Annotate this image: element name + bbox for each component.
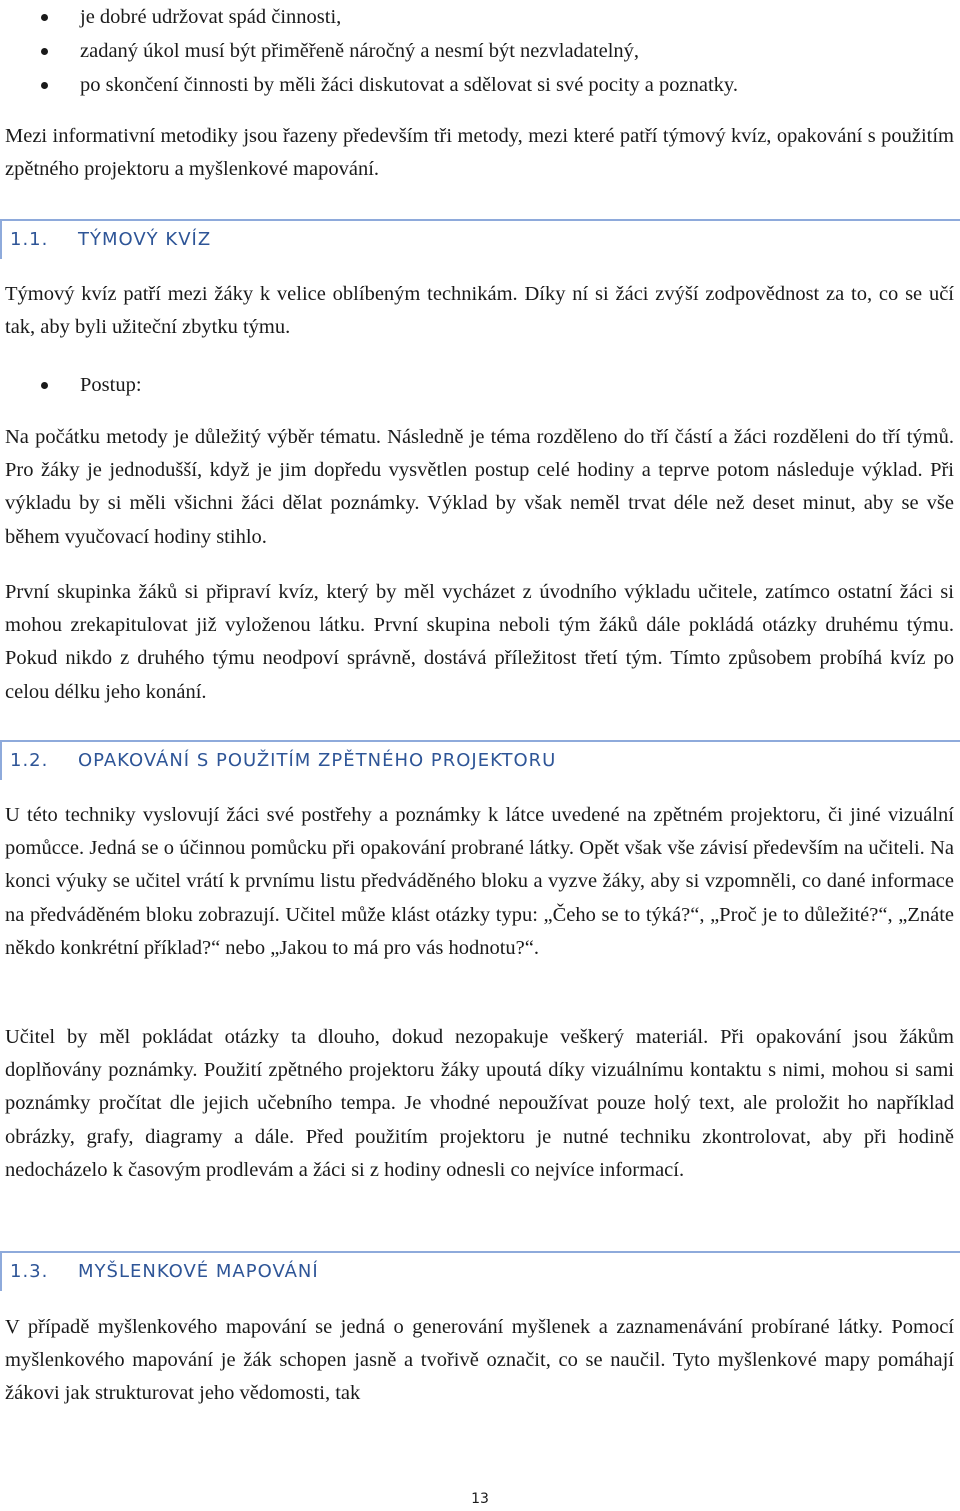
intro-paragraph: Mezi informativní metodiky jsou řazeny především tři metody, mezi které patří týmový kvíz, opakování s použitím zpětného projektoru a myšlenkové mapování. bbox=[5, 125, 954, 181]
paragraph: Týmový kvíz patří mezi žáky k velice oblíbeným technikám. Díky ní si žáci zvýší zodpovědnost za to, co se učí tak, aby byli užiteční zbytku týmu. bbox=[5, 283, 954, 339]
bullet-list bbox=[0, 0, 960, 102]
heading-accent-bar bbox=[0, 742, 2, 780]
paragraph: Učitel by měl pokládat otázky ta dlouho, dokud nezopakuje veškerý materiál. Při opakování jsou žákům doplňovány poznámky. Použití zpětného projektoru žáky upoutá díky vizuálnímu kontaktu s nimi, mohou si sami poznámky pročítat dle jejich učebního tempa. Je vhodné nepoužívat pouze holý text, ale proložit ho například obrázky, grafy, diagramy a dále. Před použitím projektoru je nutné techniku zkontrolovat, aby při hodině nedocházelo k časovým prodlevám a žáci si z hodiny odnesli co nejvíce informací. bbox=[5, 1026, 954, 1181]
bullet-icon bbox=[41, 14, 48, 21]
list-item-text: po skončení činnosti by měli žáci diskutovat a sdělovat si své pocity a poznatky. bbox=[80, 74, 738, 96]
heading-number: 1.3. bbox=[10, 1261, 49, 1282]
bullet-icon bbox=[41, 48, 48, 55]
heading-accent-bar bbox=[0, 221, 2, 259]
list-item bbox=[0, 0, 960, 34]
paragraph: První skupinka žáků si připraví kvíz, který by měl vycházet z úvodního výkladu učitele, zatímco ostatní žáci si mohou zrekapitulovat již vyloženou látku. První skupina neboli tým žáků dále pokládá otázky druhému týmu. Pokud nikdo z druhého týmu neodpoví správně, dostává příležitost třetí tým. Tímto způsobem probíhá kvíz po celou délku jeho konání. bbox=[5, 581, 954, 703]
heading-title: TÝMOVÝ KVÍZ bbox=[78, 229, 212, 250]
list-item bbox=[0, 368, 960, 402]
heading-accent-bar bbox=[0, 1253, 2, 1291]
list-item-text: zadaný úkol musí být přiměřeně náročný a nesmí být nezvladatelný, bbox=[80, 40, 640, 62]
heading-title: OPAKOVÁNÍ S POUŽITÍM ZPĚTNÉHO PROJEKTORU bbox=[78, 750, 557, 771]
heading-number: 1.2. bbox=[10, 750, 49, 771]
bullet-icon bbox=[41, 82, 48, 89]
page-number: 13 bbox=[471, 1491, 489, 1507]
heading-title: MYŠLENKOVÉ MAPOVÁNÍ bbox=[78, 1261, 319, 1282]
list-item bbox=[0, 68, 960, 102]
paragraph: Na počátku metody je důležitý výběr tématu. Následně je téma rozděleno do tří částí a žáci rozděleni do tří týmů. Pro žáky je jednodušší, když je jim dopředu vysvětlen postup celé hodiny a teprve potom následuje výklad. Při výkladu by si měli všichni žáci dělat poznámky. Výklad by však neměl trvat déle než deset minut, aby se vše během vyučovací hodiny stihlo. bbox=[5, 426, 954, 548]
paragraph: V případě myšlenkového mapování se jedná o generování myšlenek a zaznamenávání probírané látky. Pomocí myšlenkového mapování je žák schopen jasně a tvořivě označit, co se naučil. Tyto myšlenkové mapy pomáhají žákovi jak strukturovat jeho vědomosti, tak bbox=[5, 1316, 954, 1405]
heading-number: 1.1. bbox=[10, 229, 49, 250]
section-heading-1-1 bbox=[0, 219, 960, 257]
list-item bbox=[0, 34, 960, 68]
section-heading-1-3 bbox=[0, 1251, 960, 1289]
paragraph: U této techniky vyslovují žáci své postřehy a poznámky k látce uvedené na zpětném projektoru, či jiné vizuální pomůcce. Jedná se o účinnou pomůcku při opakování probrané látky. Opět však vše závisí především na učiteli. Na konci výuky se učitel vrátí k prvnímu listu předváděného bloku a vyzve žáky, aby si vzpomněli, co dané informace na předváděném bloku zobrazují. Učitel může klást otázky typu: „Čeho se to týká?“, „Proč je to důležité?“, „Znáte někdo konkrétní příklad?“ nebo „Jakou to má pro vás hodnotu?“. bbox=[5, 804, 954, 959]
list-item-text: je dobré udržovat spád činnosti, bbox=[80, 6, 342, 28]
list-item-text: Postup: bbox=[80, 374, 142, 396]
section-heading-1-2 bbox=[0, 740, 960, 778]
bullet-icon bbox=[41, 382, 48, 389]
